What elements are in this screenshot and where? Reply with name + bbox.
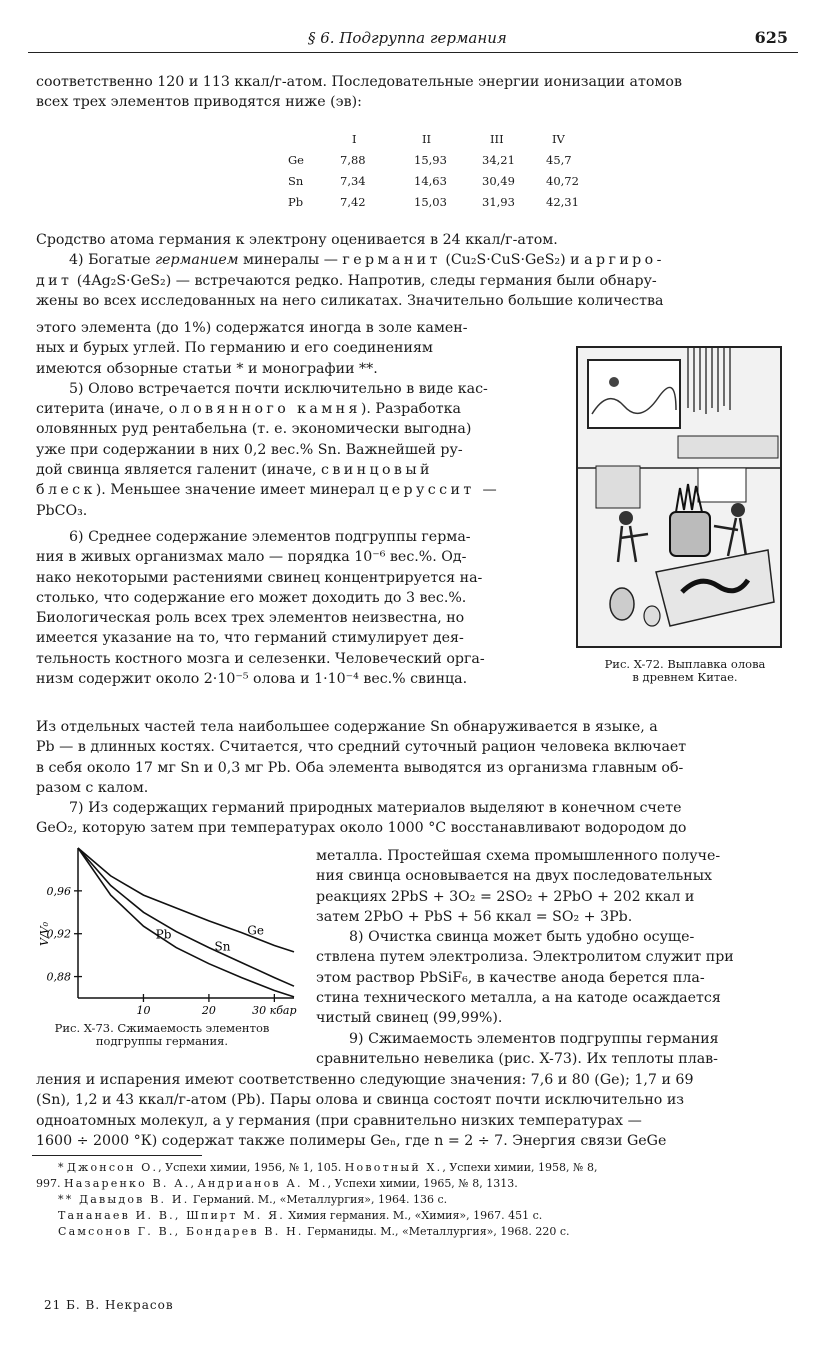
spaced-term: аргиро- — [584, 252, 665, 269]
author: Джонсон О. — [67, 1161, 159, 1174]
para9-line: одноатомных молекул, а у германия (при сравнительно низких температурах — — [36, 1112, 642, 1129]
affinity-line: Сродство атома германия к электрону оценивается в 24 ккал/г-атом. — [36, 232, 558, 248]
text-run: Химия германия. М., «Химия», 1967. 451 с. — [284, 1209, 543, 1222]
para4-line: жены во всех исследованных на него силикатах. Значительно большие количества — [36, 292, 664, 309]
figure-x72-illustration — [576, 346, 782, 648]
footnote — [36, 1224, 788, 1240]
para6-line: разом с калом. — [36, 779, 149, 796]
footnote-rule — [32, 1155, 202, 1156]
paragraph-4-top — [36, 230, 788, 311]
text-run: ситерита (иначе, — [36, 401, 165, 418]
para6-line: в себя около 17 мг Sn и 0,3 мг Pb. Оба элемента выводятся из организма главным об- — [36, 759, 684, 776]
para7-line: 7) Из содержащих германий природных материалов выделяют в конечном счете — [69, 800, 682, 817]
para5-line: PbCO₃. — [36, 502, 88, 519]
para9-line: ления и испарения имеют соответственно следующие значения: 7,6 и 80 (Ge); 1,7 и 69 — [36, 1072, 694, 1088]
table-header-row — [288, 128, 602, 149]
para8-line: 8) Очистка свинца может быть удобно осуще- — [349, 929, 695, 946]
intro-line: соответственно 120 и 113 ккал/г-атом. Последовательные энергии ионизации атомов — [36, 74, 682, 90]
text-run: 4) Богатые — [69, 252, 155, 269]
table-cell: 7,34 — [340, 173, 366, 188]
para4-line: имеются обзорные статьи * и монографии **. — [36, 360, 378, 377]
text-run: минералы — — [238, 252, 338, 269]
figure-x73-caption — [22, 1022, 302, 1048]
table-row — [288, 149, 602, 170]
table-cell: 42,31 — [546, 194, 579, 209]
text-run: (Cu₂S·CuS·GeS₂) и — [445, 252, 580, 269]
text-run: Германиды. М., «Металлургия», 1968. 220 с. — [303, 1225, 570, 1238]
para8-line: этом раствор PbSiF₆, в качестве анода берется пла- — [316, 969, 705, 986]
para4-line — [36, 250, 788, 270]
right-column-text — [316, 846, 772, 1069]
x-tick-label: 30 кбар — [252, 1004, 297, 1016]
x-tick-label: 10 — [136, 1004, 151, 1016]
paragraph-9-bottom — [36, 1070, 788, 1151]
author: Тананаев И. В., Шпирт М. Я. — [58, 1209, 285, 1222]
y-tick-label: 0,92 — [46, 927, 71, 941]
para8-line: стина технического металла, а на катоде осаждается — [316, 990, 721, 1007]
para7-line: реакциях 2PbS + 3O₂ = 2SO₂ + 2PbO + 202 ккал и — [316, 888, 695, 905]
series-label-sn: Sn — [214, 939, 231, 954]
y-tick-label: 0,96 — [46, 884, 71, 898]
table-cell: 7,88 — [340, 152, 366, 167]
running-header — [28, 26, 798, 53]
para5-line — [36, 480, 544, 500]
para9-line: сравнительно невелика (рис. X-73). Их теплоты плав- — [316, 1050, 718, 1067]
footnote — [36, 1192, 788, 1208]
text-run: 997. — [36, 1177, 61, 1190]
table-header-cell — [288, 128, 340, 149]
text-run: дой свинца является галенит (иначе, — [36, 462, 317, 479]
para5-line: оловянных руд рентабельна (т. е. экономически выгодна) — [36, 421, 472, 438]
footnotes — [36, 1160, 788, 1240]
para5-line — [36, 460, 544, 480]
table-header-cell: I — [352, 131, 357, 146]
para9-line: 1600 ÷ 2000 °К) содержат также полимеры Geₙ, где n = 2 ÷ 7. Энергия связи GeGe — [36, 1132, 667, 1149]
table-header-cell: II — [422, 131, 432, 146]
text-run: , Успехи химии, 1956, № 1, 105. — [158, 1161, 342, 1174]
table-cell: 45,7 — [546, 152, 572, 167]
element-cell: Sn — [288, 173, 304, 188]
para8-line: ствлена путем электролиза. Электролитом служит при — [316, 949, 734, 966]
para5-line — [36, 399, 544, 419]
table-cell: 40,72 — [546, 173, 579, 188]
caption-line: Рис. X-73. Сжимаемость элементов — [54, 1021, 270, 1035]
series-line-sn — [78, 848, 294, 986]
para5-line: уже при содержании в них 0,2 вес.% Sn. Важнейшей ру- — [36, 441, 463, 458]
paragraph-6-bottom — [36, 717, 788, 839]
text-run: Германий. М., «Металлургия», 1964. 136 с. — [189, 1193, 448, 1206]
element-cell: Pb — [288, 194, 304, 209]
table-cell: 15,93 — [414, 152, 447, 167]
footnote: * Джонсон О., Успехи химии, 1956, № 1, 105. Новотный Х., Успехи химии, 1958, № 8, — [58, 1161, 598, 1174]
para6-line: имеется указание на то, что германий стимулирует дея- — [36, 630, 464, 647]
tin-smelting-drawing — [578, 348, 780, 646]
y-tick-label: 0,88 — [46, 970, 71, 984]
text-run: ). Меньшее значение имеет минерал — [95, 482, 375, 499]
series-label-pb: Pb — [155, 927, 172, 942]
spaced-term: церуссит — — [379, 482, 501, 499]
intro-line: всех трех элементов приводятся ниже (эв): — [36, 94, 362, 111]
table-row — [288, 170, 602, 191]
table-header-cell: III — [490, 131, 504, 146]
para6-line: 6) Среднее содержание элементов подгруппы герма- — [69, 528, 471, 545]
y-axis-label: V/V₀ — [38, 921, 51, 946]
para4-line: ных и бурых углей. По германию и его соединениям — [36, 340, 433, 357]
author: Самсонов Г. В., Бондарев В. Н. — [58, 1225, 304, 1238]
author: Назаренко В. А. — [64, 1177, 191, 1190]
emphasis: германием — [154, 252, 239, 269]
para6-line: тельность костного мозга и селезенки. Человеческий орга- — [36, 650, 485, 667]
text-run: ). Разработка — [360, 401, 461, 418]
para8-line: чистый свинец (99,99%). — [316, 1010, 503, 1027]
table-row — [288, 191, 602, 212]
page-number: 625 — [754, 28, 788, 47]
table-cell: 7,42 — [340, 194, 366, 209]
spaced-term: оловянного камня — [168, 401, 361, 418]
compressibility-chart — [32, 838, 304, 1016]
spaced-term: блеск — [36, 482, 96, 499]
text-run: , Успехи химии, 1958, № 8, — [442, 1161, 598, 1174]
para6-line: Из отдельных частей тела наибольшее содержание Sn обнаруживается в языке, а — [36, 719, 658, 735]
spaced-term: свинцовый — [321, 462, 433, 479]
spaced-term: дит — [36, 272, 73, 289]
x-tick-label: 20 — [201, 1004, 216, 1016]
author: ** Давыдов В. И. — [58, 1193, 190, 1206]
table-cell: 34,21 — [482, 152, 515, 167]
author: Новотный Х. — [344, 1161, 443, 1174]
footnote: 997. Назаренко В. А., Андрианов А. М., Успехи химии, 1965, № 8, 1313. — [36, 1177, 518, 1190]
para5-line: 5) Олово встречается почти исключительно в виде кас- — [69, 380, 488, 397]
figure-x73-chart — [32, 838, 304, 1016]
text-run: , Успехи химии, 1965, № 8, 1313. — [327, 1177, 518, 1190]
text-run: (4Ag₂S·GeS₂) — встречаются редко. Напротив, следы германия были обнару- — [76, 272, 657, 289]
table-cell: 15,03 — [414, 194, 447, 209]
ionization-table — [288, 128, 602, 212]
para4-line: этого элемента (до 1%) содержатся иногда в золе камен- — [36, 320, 468, 336]
element-cell: Ge — [288, 152, 304, 167]
footnote — [36, 1208, 788, 1224]
section-title: § 6. Подгруппа германия — [308, 29, 507, 47]
left-column-text — [36, 318, 544, 689]
spaced-term: германит — [342, 252, 441, 269]
para7-line: металла. Простейшая схема промышленного получе- — [316, 848, 721, 864]
intro-text — [36, 72, 788, 113]
para6-line: низм содержит около 2·10⁻⁵ олова и 1·10⁻⁴ вес.% свинца. — [36, 671, 468, 688]
para7-line: GeO₂, которую затем при температурах около 1000 °С восстанавливают водородом до — [36, 820, 687, 837]
series-label-ge: Ge — [247, 923, 264, 938]
para6-line: нако некоторыми растениями свинец концентрируется на- — [36, 569, 483, 586]
table-cell: 30,49 — [482, 173, 515, 188]
para9-line: 9) Сжимаемость элементов подгруппы германия — [349, 1030, 719, 1047]
caption-line: Рис. X-72. Выплавка олова — [604, 657, 766, 671]
caption-line: в древнем Китае. — [632, 670, 738, 684]
table-cell: 31,93 — [482, 194, 515, 209]
para9-line: (Sn), 1,2 и 43 ккал/г-атом (Pb). Пары олова и свинца состоят почти исключительно из — [36, 1092, 685, 1109]
figure-x72-caption — [580, 658, 790, 684]
para6-line: Pb — в длинных костях. Считается, что средний суточный рацион человека включает — [36, 739, 687, 756]
para7-line: затем 2PbO + PbS + 56 ккал = SO₂ + 3Pb. — [316, 908, 633, 925]
caption-line: подгруппы германия. — [95, 1034, 229, 1048]
para4-line — [36, 271, 788, 291]
signature-mark: 21 Б. В. Некрасов — [44, 1298, 174, 1312]
table-cell: 14,63 — [414, 173, 447, 188]
para6-line: столько, что содержание его может доходить до 3 вес.%. — [36, 589, 467, 606]
para6-line: ния в живых организмах мало — порядка 10⁻⁶ вес.%. Од- — [36, 549, 467, 566]
para7-line: ния свинца основывается на двух последовательных — [316, 868, 712, 885]
author: Андрианов А. М. — [197, 1177, 328, 1190]
para6-line: Биологическая роль всех трех элементов неизвестна, но — [36, 610, 465, 627]
table-header-cell: IV — [552, 131, 565, 146]
